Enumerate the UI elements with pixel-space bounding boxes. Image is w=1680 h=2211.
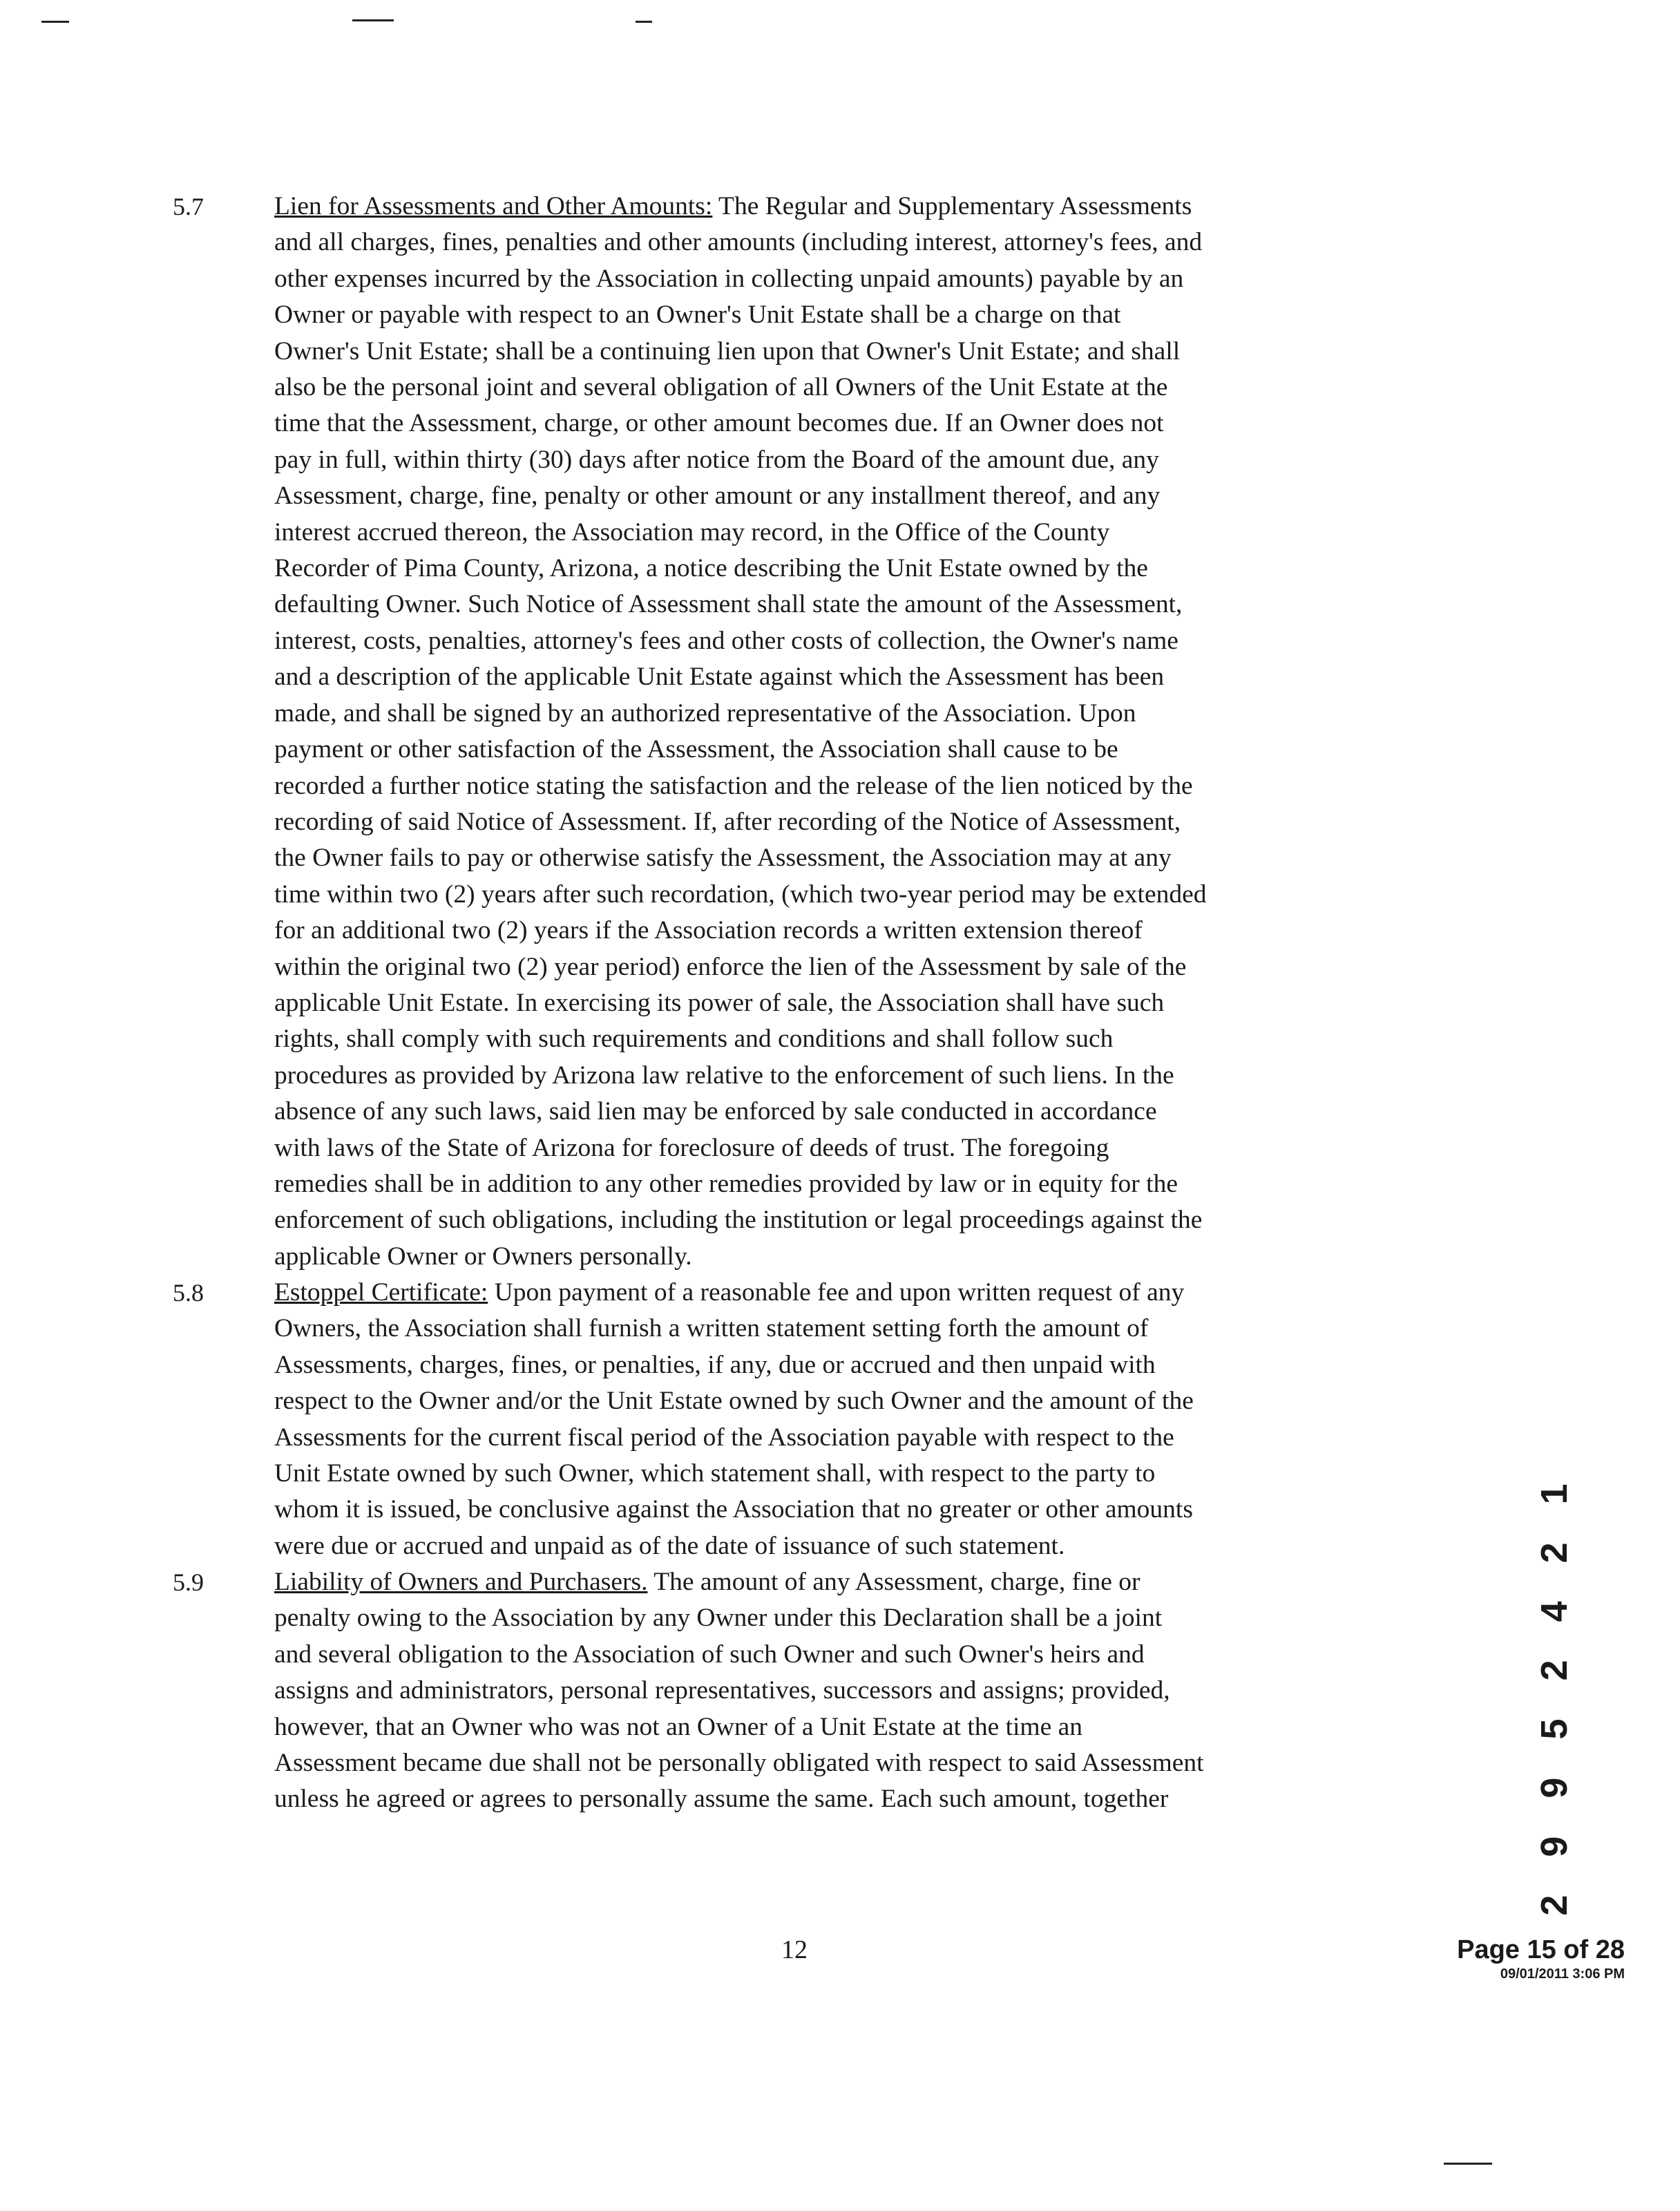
text-line: assigns and administrators, personal representatives, successors and assigns; provided,: [274, 1676, 1170, 1705]
scan-speck: [41, 21, 69, 23]
page-number: 12: [781, 1935, 808, 1964]
text-line: Owner or payable with respect to an Owner's Unit Estate shall be a charge on that: [274, 301, 1121, 330]
scan-speck: [352, 19, 394, 21]
text-line: and all charges, fines, penalties and other amounts (including interest, attorney's fees, and: [274, 228, 1203, 257]
text-line: recorded a further notice stating the satisfaction and the release of the lien noticed by the: [274, 771, 1193, 800]
text-line: procedures as provided by Arizona law relative to the enforcement of such liens. In the: [274, 1061, 1174, 1090]
text-line: applicable Owner or Owners personally.: [274, 1242, 692, 1271]
section-heading: Lien for Assessments and Other Amounts:: [274, 192, 713, 220]
text-line: payment or other satisfaction of the Assessment, the Association shall cause to be: [274, 735, 1118, 764]
text-line: Owners, the Association shall furnish a written statement setting forth the amount of: [274, 1314, 1149, 1343]
text-line: defaulting Owner. Such Notice of Assessment shall state the amount of the Assessment,: [274, 590, 1183, 619]
recorder-stamp: [1457, 1935, 1625, 1983]
stamp-date: 09/01/2011 3:06 PM: [1500, 1966, 1625, 1982]
text-line: recording of said Notice of Assessment. If, after recording of the Notice of Assessment,: [274, 807, 1181, 836]
text-line: however, that an Owner who was not an Owner of a Unit Estate at the time an: [274, 1712, 1083, 1741]
text-line: also be the personal joint and several obligation of all Owners of the Unit Estate at the: [274, 373, 1168, 402]
text-line: were due or accrued and unpaid as of the date of issuance of such statement.: [274, 1531, 1065, 1560]
section-heading: Estoppel Certificate:: [274, 1278, 488, 1307]
first-line: [274, 1275, 1421, 1311]
text-line: Unit Estate owned by such Owner, which statement shall, with respect to the party to: [274, 1459, 1156, 1488]
text-line: and several obligation to the Association of such Owner and such Owner's heirs and: [274, 1640, 1145, 1669]
scan-speck: [636, 21, 652, 23]
recording-number: [1520, 1470, 1589, 1916]
text-line: Assessments for the current fiscal period of the Association payable with respect to the: [274, 1423, 1174, 1452]
text-line: rights, shall comply with such requirements and conditions and shall follow such: [274, 1025, 1114, 1054]
text-line: the Owner fails to pay or otherwise satisfy the Assessment, the Association may at any: [274, 844, 1172, 873]
text-line: made, and shall be signed by an authorized representative of the Association. Upon: [274, 699, 1136, 728]
text-line: time that the Assessment, charge, or other amount becomes due. If an Owner does not: [274, 409, 1164, 438]
first-line: [274, 189, 1421, 225]
text-line: Assessments, charges, fines, or penalties, if any, due or accrued and then unpaid with: [274, 1350, 1156, 1379]
section-body: [274, 1275, 1421, 1564]
first-line: [274, 1564, 1421, 1600]
first-line-text: The Regular and Supplementary Assessments: [718, 192, 1192, 220]
text-line: interest accrued thereon, the Association may record, in the Office of the County: [274, 518, 1110, 547]
text-line: pay in full, within thirty (30) days after notice from the Board of the amount due, any: [274, 445, 1159, 474]
section-heading: Liability of Owners and Purchasers.: [274, 1568, 648, 1596]
stamp-page-count: Page 15 of 28: [1457, 1935, 1625, 1964]
text-line: enforcement of such obligations, including the institution or legal proceedings against the: [274, 1206, 1203, 1235]
text-line: penalty owing to the Association by any Owner under this Declaration shall be a joint: [274, 1604, 1163, 1633]
text-line: respect to the Owner and/or the Unit Estate owned by such Owner and the amount of the: [274, 1387, 1194, 1416]
recording-number-text: 2 9 9 5 2 4 2 1: [1534, 1470, 1575, 1916]
text-line: interest, costs, penalties, attorney's fees and other costs of collection, the Owner's name: [274, 626, 1178, 655]
text-line: Recorder of Pima County, Arizona, a notice describing the Unit Estate owned by the: [274, 554, 1148, 583]
text-line: and a description of the applicable Unit Estate against which the Assessment has been: [274, 663, 1165, 692]
text-line: Assessment became due shall not be personally obligated with respect to said Assessment: [274, 1749, 1204, 1778]
section-number: 5.7: [173, 193, 204, 220]
text-line: Owner's Unit Estate; shall be a continuing lien upon that Owner's Unit Estate; and shall: [274, 336, 1181, 366]
section-body: [274, 1564, 1421, 1818]
text-line: for an additional two (2) years if the Association records a written extension thereof: [274, 916, 1143, 945]
text-line: within the original two (2) year period) enforce the lien of the Assessment by sale of the: [274, 952, 1187, 981]
text-line: Assessment, charge, fine, penalty or other amount or any installment thereof, and any: [274, 482, 1161, 511]
text-line: time within two (2) years after such recordation, (which two-year period may be extended: [274, 880, 1207, 909]
text-line: other expenses incurred by the Association in collecting unpaid amounts) payable by an: [274, 264, 1184, 293]
section-number: 5.8: [173, 1279, 204, 1307]
section-number: 5.9: [173, 1568, 204, 1596]
text-line: remedies shall be in addition to any other remedies provided by law or in equity for the: [274, 1169, 1178, 1198]
text-line: absence of any such laws, said lien may be enforced by sale conducted in accordance: [274, 1097, 1157, 1126]
text-line: with laws of the State of Arizona for foreclosure of deeds of trust. The foregoing: [274, 1133, 1109, 1162]
section-body: [274, 189, 1421, 1275]
text-line: unless he agreed or agrees to personally assume the same. Each such amount, together: [274, 1785, 1169, 1814]
text-line: whom it is issued, be conclusive against the Association that no greater or other amounts: [274, 1495, 1193, 1524]
first-line-text: Upon payment of a reasonable fee and upon written request of any: [494, 1278, 1185, 1307]
text-line: applicable Unit Estate. In exercising its power of sale, the Association shall have such: [274, 988, 1165, 1017]
first-line-text: The amount of any Assessment, charge, fine or: [653, 1568, 1140, 1596]
scan-speck: [1444, 2163, 1492, 2165]
